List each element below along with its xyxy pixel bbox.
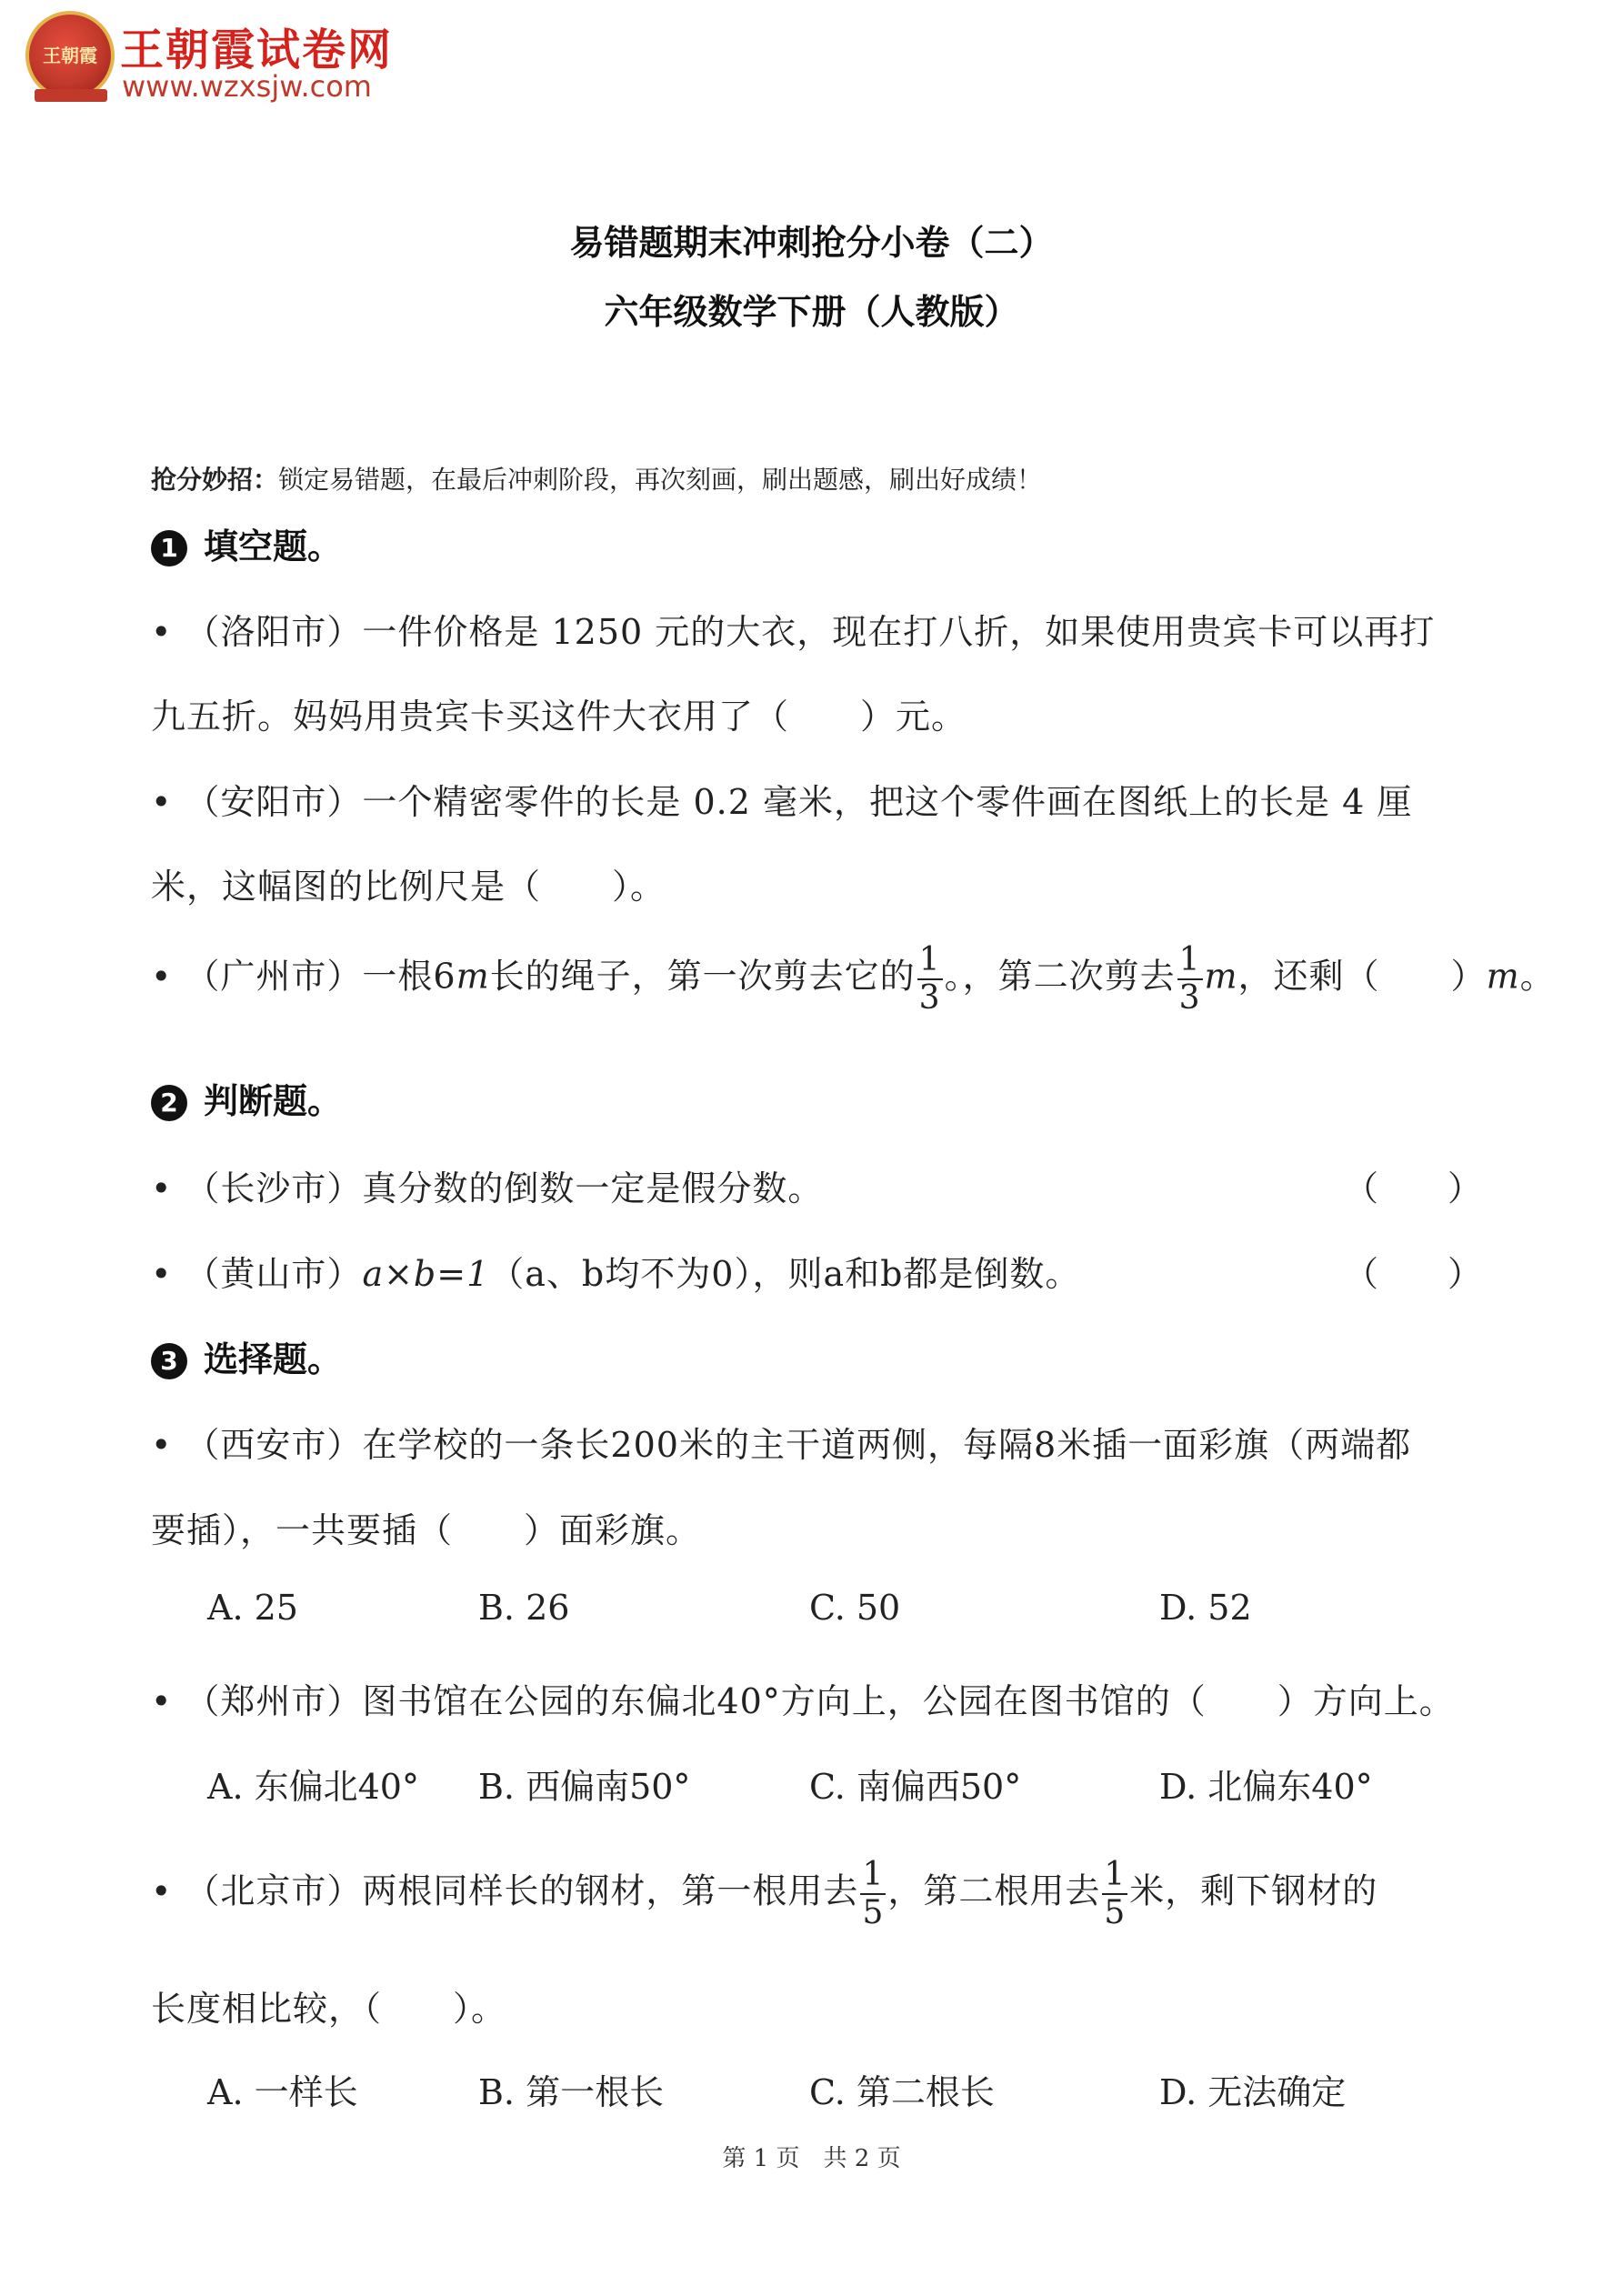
section-number-badge: 1 [151, 530, 187, 566]
tip-text: 锁定易错题，在最后冲刺阶段，再次刻画，刷出题感，刷出好成绩！ [278, 465, 1043, 495]
question-text: 米，这幅图的比例尺是（ ）。 [151, 867, 666, 907]
choice-option-a[interactable]: A. 一样长 [207, 2072, 358, 2112]
question-text: （安阳市）一个精密零件的长是 0.2 毫米，把这个零件画在图纸上的长是 4 厘 [185, 782, 1413, 822]
question-text: 长的绳子，第一次剪去它的 [489, 956, 916, 997]
choice-option-a[interactable]: A. 25 [207, 1588, 298, 1628]
question-line [151, 1246, 1080, 1296]
question-text: （洛阳市）一件价格是 1250 元的大衣，现在打八折，如果使用贵宾卡可以再打 [185, 612, 1436, 652]
bullet-icon: • [151, 956, 173, 997]
bullet-icon: • [151, 1254, 173, 1294]
bullet-icon: • [151, 1168, 173, 1208]
bullet-icon: • [151, 1870, 173, 1911]
question-line [151, 1160, 823, 1210]
question-line [151, 1857, 1378, 1931]
question-text: （郑州市）图书馆在公园的东偏北40°方向上，公园在图书馆的（ ）方向上。 [185, 1681, 1455, 1721]
section-number-badge: 2 [151, 1085, 187, 1121]
bullet-icon: • [151, 782, 173, 822]
choice-option-c[interactable]: C. 第二根长 [809, 2072, 995, 2112]
site-logo [25, 11, 407, 111]
logo-seal-icon: 王朝霞 [25, 11, 115, 100]
section-fill-blank [151, 518, 342, 568]
fraction-numerator: 1 [862, 1856, 885, 1893]
section-true-false [151, 1073, 342, 1123]
page-footer: 第 1 页 共 2 页 [722, 2145, 901, 2172]
math-var: m [456, 956, 490, 997]
bullet-icon: • [151, 1425, 173, 1465]
question-line [151, 604, 1435, 654]
choice-option-b[interactable]: B. 26 [478, 1588, 570, 1628]
page-title: 易错题期末冲刺抢分小卷（二） [569, 222, 1054, 263]
tip-label: 抢分妙招： [151, 465, 279, 495]
question-text: （黄山市） [185, 1254, 363, 1294]
question-line [151, 1417, 1411, 1467]
choice-option-c[interactable]: C. 南偏西50° [809, 1767, 1022, 1807]
question-line [151, 858, 666, 908]
question-text: 米，剩下钢材的 [1129, 1870, 1378, 1911]
question-text: 长度相比较，（ ）。 [151, 1989, 507, 2029]
choice-option-d[interactable]: D. 北偏东40° [1159, 1767, 1373, 1807]
fraction [917, 942, 943, 1017]
tip-line [151, 460, 1042, 496]
fraction [1177, 942, 1203, 1017]
logo-ribbon [35, 89, 107, 102]
choice-option-c[interactable]: C. 50 [809, 1588, 901, 1628]
choice-option-a[interactable]: A. 东偏北40° [207, 1767, 419, 1807]
question-text: （a、b均不为0），则a和b都是倒数。 [489, 1254, 1081, 1294]
fraction [860, 1857, 886, 1931]
question-text: （北京市）两根同样长的钢材，第一根用去 [185, 1870, 859, 1911]
fraction-denominator: 5 [1104, 1894, 1127, 1931]
bullet-icon: • [151, 1681, 173, 1721]
fraction-numerator: 1 [1104, 1856, 1127, 1893]
choice-option-d[interactable]: D. 52 [1159, 1588, 1252, 1628]
question-line [151, 688, 967, 738]
section-title: 判断题。 [204, 1080, 343, 1121]
question-text: （长沙市）真分数的倒数一定是假分数。 [185, 1168, 824, 1208]
question-text: ，还剩（ ） [1237, 956, 1487, 997]
section-multiple-choice [151, 1331, 342, 1381]
brand-name: 王朝霞试卷网 [120, 25, 394, 75]
fraction-denominator: 3 [1178, 979, 1201, 1017]
brand-url: www.wzxsjw.com [122, 69, 372, 104]
question-text: （西安市）在学校的一条长200米的主干道两侧，每隔8米插一面彩旗（两端都 [185, 1425, 1412, 1465]
question-text: 九五折。妈妈用贵宾卡买这件大衣用了（ ）元。 [151, 697, 967, 737]
question-line [151, 1673, 1455, 1723]
answer-blank[interactable]: （ ） [1344, 1254, 1483, 1294]
question-text: ，第二根用去 [887, 1870, 1101, 1911]
section-title: 填空题。 [204, 526, 343, 566]
math-var: m [1486, 956, 1520, 997]
math-var: m [1204, 956, 1238, 997]
question-text: 。 [1519, 956, 1556, 997]
question-text: （广州市）一根6 [185, 956, 456, 997]
choice-option-b[interactable]: B. 西偏南50° [478, 1767, 691, 1807]
page-subtitle: 六年级数学下册（人教版） [604, 291, 1019, 332]
answer-blank[interactable]: （ ） [1344, 1168, 1483, 1208]
choice-option-d[interactable]: D. 无法确定 [1159, 2072, 1347, 2112]
fraction-denominator: 3 [918, 979, 941, 1017]
section-title: 选择题。 [204, 1338, 343, 1379]
math-expression: a×b=1 [362, 1254, 490, 1294]
question-text: 。，第二次剪去 [944, 956, 1176, 997]
question-line [151, 1502, 701, 1552]
question-line [151, 942, 1556, 1017]
choice-option-b[interactable]: B. 第一根长 [478, 2072, 665, 2112]
question-line [151, 1980, 506, 2030]
fraction-denominator: 5 [862, 1894, 885, 1931]
fraction [1102, 1857, 1127, 1931]
question-text: 要插），一共要插（ ）面彩旗。 [151, 1510, 702, 1550]
fraction-numerator: 1 [1178, 941, 1201, 978]
question-line [151, 774, 1412, 824]
section-number-badge: 3 [151, 1343, 187, 1379]
fraction-numerator: 1 [918, 941, 941, 978]
bullet-icon: • [151, 612, 173, 652]
